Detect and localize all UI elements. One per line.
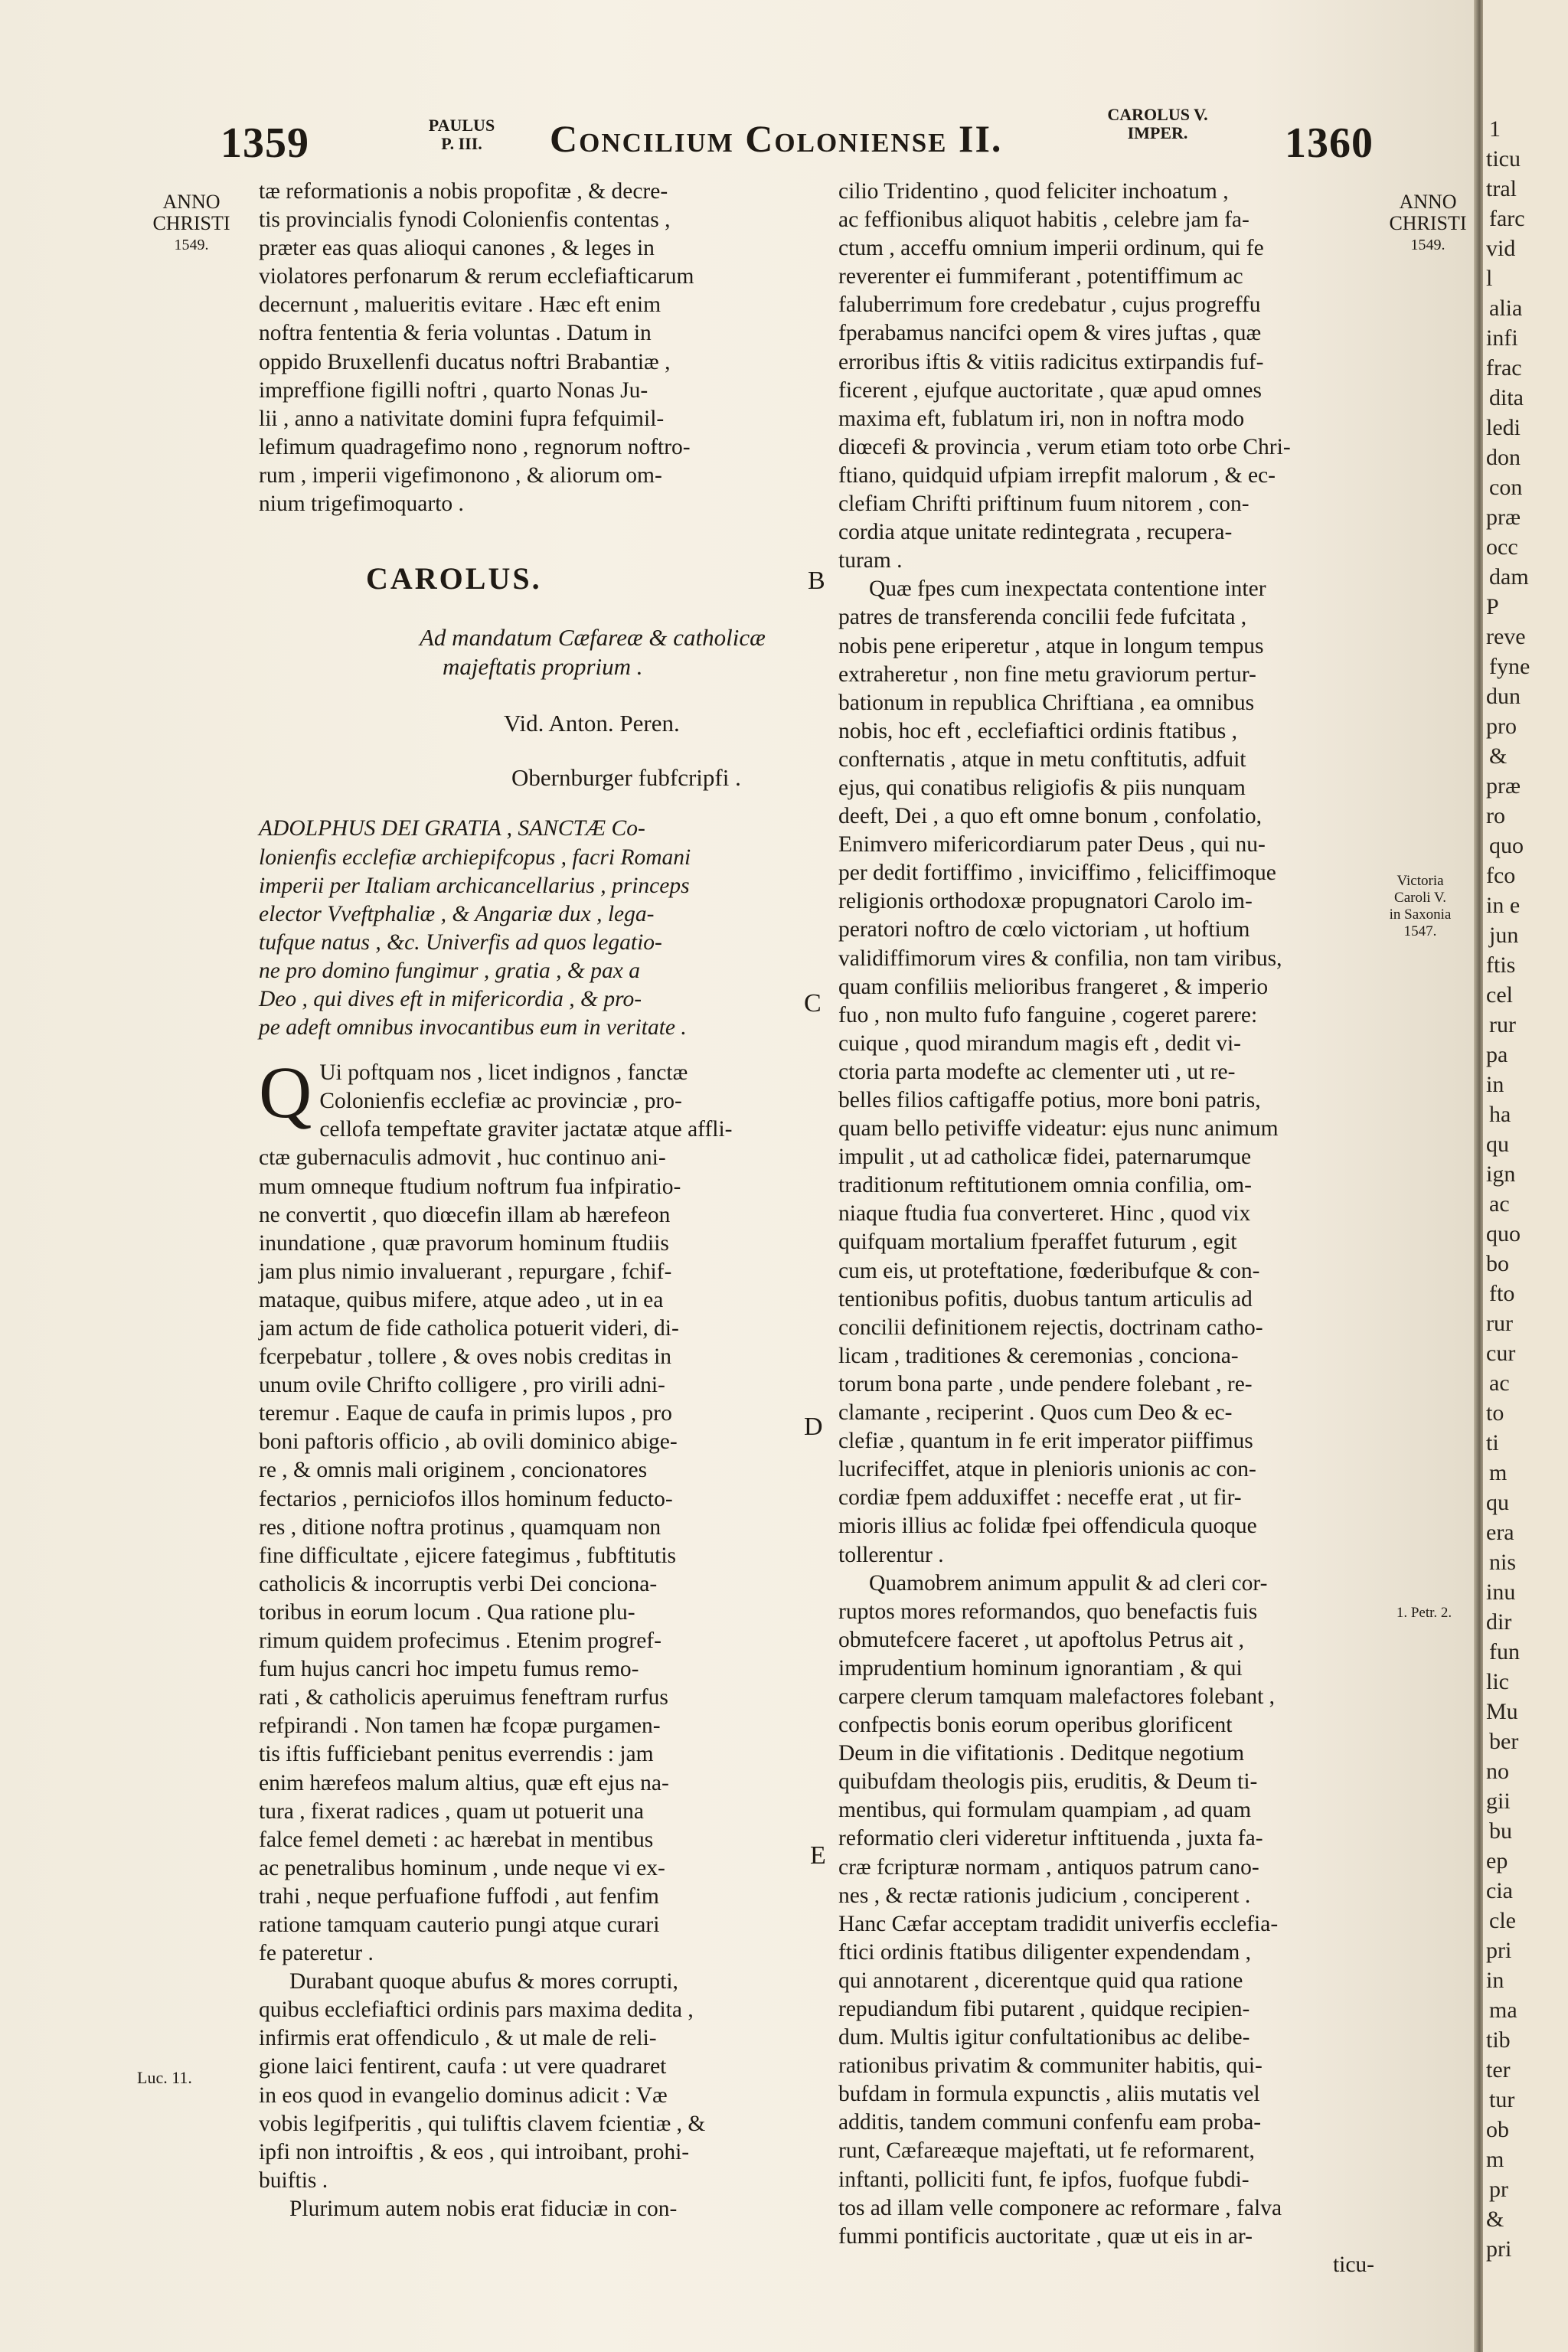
next-page-text-fragment: pri (1486, 1938, 1512, 1963)
next-page-text-fragment: inu (1486, 1579, 1516, 1605)
text-line: tura , fixerat radices , quam ut potuerit una (259, 1798, 644, 1824)
next-page-text-fragment: don (1486, 445, 1521, 470)
mandate-line: majeftatis proprium . (443, 653, 643, 681)
text-line: tis provincialis fynodi Colonienfis contentas , (259, 207, 671, 233)
text-line: ctæ gubernaculis admovit , huc continuo ani- (259, 1145, 666, 1171)
decree-closing-paragraph (259, 178, 795, 518)
text-line: fuo , non multo fufo fanguine , cogeret parere: (838, 1002, 1258, 1027)
next-page-text-fragment: no (1486, 1759, 1509, 1784)
next-page-text-fragment: qu (1486, 1132, 1509, 1157)
text-line: quam bello petiviffe videatur: ejus nunc animum (838, 1116, 1279, 1142)
text-line: deeft, Dei , a quo eft omne bonum , confolatio, (838, 804, 1262, 829)
section-letter-d: D (804, 1413, 823, 1441)
section-letter-b: B (808, 567, 825, 595)
text-line: falce femel demeti : ac hærebat in mentibus (259, 1827, 654, 1852)
text-line: noftra fententia & feria voluntas . Datum in (259, 321, 652, 346)
text-line: gione laici fentirent, caufa : ut vere quadraret (259, 2054, 667, 2079)
text-line: impulit , ut ad catholicæ fidei, paternarumque (838, 1145, 1252, 1170)
durabant-paragraph (259, 1968, 795, 2195)
text-line: rum , imperii vigefimonono , & aliorum om- (259, 462, 662, 488)
text-line: torum bona parte , unde pendere folebant , re- (838, 1371, 1253, 1396)
next-page-text-fragment: vid (1486, 236, 1516, 261)
next-page-text-fragment: ro (1486, 803, 1505, 828)
text-line: imprudentium hominum ignorantiam , & qui (838, 1655, 1243, 1681)
text-line: tentionibus pofitis, duobus tantum articulis ad (838, 1286, 1253, 1312)
text-line: nobis, hoc eft , ecclefiaftici ordinis ftatibus , (838, 718, 1238, 743)
next-page-text-fragment: qu (1486, 1490, 1509, 1515)
text-line: Durabant quoque abufus & mores corrupti, (289, 1969, 678, 1994)
carolus-signature: CAROLUS. (366, 561, 542, 596)
next-page-text-fragment: to (1486, 1400, 1504, 1426)
next-page-text-fragment: ign (1486, 1161, 1516, 1187)
text-line: ne pro domino fungimur , gratia , & pax a (259, 958, 640, 983)
christi-label: CHRISTI (152, 212, 230, 234)
next-page-text-fragment: gii (1486, 1788, 1511, 1814)
book-gutter (1474, 0, 1483, 2352)
text-line: quibus ecclefiaftici ordinis pars maxima dedita , (259, 1998, 694, 2023)
mandate-note (259, 623, 795, 681)
next-page-text-fragment: Mu (1486, 1699, 1518, 1724)
text-line: qui annotarent , dicerentque quid qua ratione (838, 1968, 1243, 1993)
text-line: quibufdam theologis piis, eruditis, & Deum ti- (838, 1769, 1258, 1795)
text-line: cellofa tempeftate graviter jactatæ atque affli- (319, 1117, 733, 1142)
text-line: ac feffionibus aliquot habitis , celebre jam fa- (838, 207, 1250, 233)
next-page-text-fragment: ob (1486, 2117, 1509, 2142)
text-line: cum eis, ut proteftatione, fœderibufque & con- (838, 1258, 1260, 1283)
text-line: rationibus privatim & communiter habitis, qui- (838, 2053, 1263, 2079)
drop-capital: Q (259, 1051, 312, 1134)
next-page-text-fragment: dun (1486, 684, 1521, 709)
text-line: in eos quod in evangelio dominus adicit : Væ (259, 2082, 668, 2108)
text-line: vobis legifperitis , qui tuliftis clavem fcientiæ , & (259, 2111, 706, 2136)
next-page-text-fragment: cur (1486, 1341, 1516, 1366)
text-line: Ui poftquam nos , licet indignos , fanctæ (319, 1060, 688, 1086)
text-line: clefiæ , quantum in fe erit imperator piiffimus (838, 1429, 1253, 1454)
text-line: tos ad illam velle componere ac reformare , falva (838, 2195, 1282, 2220)
next-page-text-fragment: lic (1486, 1669, 1509, 1694)
text-line: ne convertit , quo diœcefin illam ab hærefeon (259, 1202, 671, 1227)
text-line: ftici ordinis ftatibus diligenter expendendam , (838, 1939, 1252, 1965)
victoria-note (1378, 873, 1462, 940)
next-page-text-fragment: ti (1486, 1430, 1499, 1455)
peter-reference: 1. Petr. 2. (1396, 1605, 1452, 1621)
next-page-text-fragment: jun (1489, 923, 1519, 948)
section-letter-c: C (804, 989, 822, 1018)
text-line: buiftis . (259, 2167, 328, 2193)
text-line: præter eas quas alioqui canones , & leges in (259, 236, 655, 261)
qui-paragraph (259, 1051, 795, 1968)
text-line: ftiano, quidquid ufpiam irrepfit malorum , & ec- (838, 462, 1276, 488)
next-page-text-fragment: l (1486, 266, 1493, 291)
next-page-text-fragment: rur (1489, 1012, 1516, 1037)
next-page-text-fragment: m (1486, 2147, 1504, 2172)
text-line: lucrifeciffet, atque in plenioris unionis ac con- (838, 1457, 1256, 1482)
text-line: unum ovile Chrifto colligere , pro virili adni- (259, 1373, 665, 1398)
text-line: mum omneque ftudium noftrum fua infpiratio- (259, 1174, 681, 1199)
text-line: carpere clerum tamquam malefactores folebant , (838, 1684, 1276, 1709)
text-line: teremur . Eaque de caufa in primis lupos , pro (259, 1401, 672, 1426)
text-line: additis, tandem communi confenfu eam proba- (838, 2110, 1262, 2135)
text-line: rimum quidem profecimus . Etenim progref- (259, 1628, 662, 1654)
text-line: boni paftoris officio , ab ovili dominico abige- (259, 1429, 678, 1455)
text-line: bufdam in formula expunctis , aliis mutatis vel (838, 2082, 1260, 2107)
text-line: Colonienfis ecclefiæ ac provinciæ , pro- (319, 1089, 682, 1114)
victoria-note-line: Caroli V. (1394, 890, 1446, 906)
page-title: Concilium Coloniense II. (550, 117, 1003, 160)
next-page-text-fragment: in (1486, 1968, 1504, 1993)
right-column (838, 178, 1374, 2279)
plurimum-line: Plurimum autem nobis erat fiduciæ in con- (289, 2196, 678, 2221)
next-page-text-fragment: alia (1489, 296, 1523, 321)
next-page-text-fragment: con (1489, 475, 1523, 500)
text-line: peratori noftro de cœlo victoriam , ut hoftium (838, 917, 1250, 942)
next-page-text-fragment: fco (1486, 863, 1516, 888)
text-line: ipfi non introiftis , & eos , qui introibant, prohi- (259, 2139, 690, 2164)
text-line: bationum in republica Chriftiana , ea omnibus (838, 690, 1255, 715)
text-line: ratione tamquam cauterio pungi atque curari (259, 1912, 660, 1937)
text-line: confpectis bonis eorum operibus glorificent (838, 1713, 1233, 1738)
next-page-text-fragment: quo (1489, 833, 1524, 858)
next-page-text-fragment: rur (1486, 1311, 1513, 1336)
next-page-text-fragment: & (1489, 743, 1508, 769)
text-line: repudiandum fibi putarent , quidque recipien- (838, 1997, 1250, 2021)
text-line: validiffimorum vires & confilia, non tam viribus, (838, 946, 1282, 971)
text-line: diœcefi & provincia , verum etiam toto orbe Chri- (838, 434, 1291, 459)
next-page-text-fragment: fyne (1489, 654, 1530, 679)
text-line: fummi pontificis auctoritate , quæ ut eis in ar- (838, 2223, 1253, 2249)
next-page-text-fragment: pro (1486, 714, 1517, 739)
next-page-text-fragment: pa (1486, 1042, 1508, 1067)
next-page-text-fragment: in (1486, 1072, 1504, 1097)
text-line: Enimvero mifericordiarum pater Deus , qui nu- (838, 832, 1266, 858)
header-emperor-title: IMPER. (1127, 123, 1188, 142)
text-line: quifquam mortalium fperaffet futurum , egit (838, 1230, 1237, 1255)
next-page-text-fragment: præ (1486, 773, 1521, 799)
text-line: Quamobrem animum appulit & ad cleri cor- (869, 1570, 1268, 1596)
section-letter-e: E (810, 1841, 826, 1870)
header-pope-name: PAULUS (428, 116, 495, 135)
next-page-text-fragment: nis (1489, 1550, 1517, 1575)
text-line: lonienfis ecclefiæ archiepifcopus , facri Romani (259, 844, 691, 870)
text-line: lefimum quadragefimo nono , regnorum noftro- (259, 434, 691, 459)
text-line: decernunt , malueritis evitare . Hæc eft enim (259, 292, 662, 318)
next-page-text-fragment: ac (1489, 1191, 1510, 1217)
page-number-left: 1359 (220, 119, 309, 167)
qui-paragraph-text (259, 1051, 795, 1968)
text-line: nium trigefimoquarto . (259, 492, 464, 517)
next-page-text-fragment: bo (1486, 1251, 1509, 1276)
text-line: ficerent , ejufque auctoritate , quæ apud omnes (838, 377, 1262, 403)
victoria-note-line: 1547. (1403, 923, 1437, 939)
page-number-right: 1360 (1285, 119, 1374, 167)
text-line: traditionum reftitutionem omnia confilia, om- (838, 1173, 1252, 1198)
text-line: lii , anno a nativitate domini fupra fefquimil- (259, 406, 665, 431)
text-line: impreffione figilli noftri , quarto Nonas Ju- (259, 377, 648, 403)
anno-label: ANNO (1399, 191, 1457, 213)
quamobrem-paragraph (838, 1570, 1374, 2251)
text-line: quam confiliis melioribus frangeret , & imperio (838, 974, 1269, 999)
text-line: Hanc Cæfar acceptam tradidit univerfis ecclefia- (838, 1911, 1279, 1936)
next-page-text-fragment: tur (1489, 2087, 1515, 2112)
text-line: fum hujus cancri hoc impetu fumus remo- (259, 1657, 639, 1682)
text-line: runt, Cæfareæque majeftati, ut fe reformarent, (838, 2138, 1255, 2164)
obernburger-signature: Obernburger fubfcripfi . (511, 764, 741, 792)
text-line: fe pateretur . (259, 1941, 374, 1966)
text-line: refpirandi . Non tamen hæ fcopæ purgamen- (259, 1713, 661, 1739)
next-page-fragment (1483, 0, 1568, 2352)
text-line: nobis pene eriperetur , atque in longum tempus (838, 633, 1264, 658)
victoria-note-line: Victoria (1396, 873, 1444, 889)
text-line: patres de transferenda concilii fede fufcitata , (838, 605, 1247, 630)
next-page-text-fragment: ac (1489, 1370, 1510, 1396)
text-line: ruptos mores reformandos, quo benefactis fuis (838, 1599, 1258, 1624)
text-line: ctum , acceffu omnium imperii ordinum, qui fe (838, 236, 1264, 261)
text-line: clefiam Chrifti priftinum fuum nitorem , con- (838, 492, 1250, 517)
text-line: jam actum de fide catholica potuerit videri, di- (259, 1316, 679, 1341)
text-line: pe adeft omnibus invocantibus eum in veritate . (259, 1015, 687, 1040)
text-line: licam , traditiones & ceremonias , conciona- (838, 1343, 1239, 1368)
next-page-text-fragment: ledi (1486, 415, 1521, 440)
text-line: confternatis , atque in metu conftitutis, adfuit (838, 746, 1246, 772)
header-pope-number: P. III. (441, 134, 482, 153)
text-line: Deo , qui dives eft in mifericordia , & pro- (259, 986, 642, 1011)
text-line: rati , & catholicis aperuimus feneftram rurfus (259, 1685, 668, 1710)
header-pope (412, 116, 511, 153)
text-line: cuique , quod mirandum magis eft , dedit vi- (838, 1031, 1241, 1056)
next-page-text-fragment: m (1489, 1460, 1508, 1485)
text-line: enim hærefeos malum altius, quæ eft ejus na- (259, 1770, 669, 1795)
text-line: ac penetralibus hominum , unde neque vi ex- (259, 1855, 665, 1880)
text-line: cilio Tridentino , quod feliciter inchoatum , (838, 179, 1229, 204)
text-line: erroribus iftis & vitiis radicitus extirpandis fuf- (838, 349, 1264, 374)
next-page-text-fragment: occ (1486, 534, 1518, 560)
tridentine-paragraph (838, 178, 1374, 575)
text-line: inundatione , quæ pravorum hominum ftudiis (259, 1230, 669, 1256)
text-line: tis iftis fufficiebant penitus everrendis : jam (259, 1742, 654, 1767)
anno-christi-right (1386, 191, 1470, 256)
next-page-text-fragment: ticu (1486, 146, 1521, 172)
next-page-text-fragment: dir (1486, 1609, 1512, 1635)
text-line: turam . (838, 548, 903, 573)
text-line: Quæ fpes cum inexpectata contentione inter (869, 577, 1266, 602)
next-page-text-fragment: ep (1486, 1848, 1508, 1873)
header-emperor-name: CAROLUS V. (1107, 105, 1208, 124)
next-page-text-fragment: P (1486, 594, 1499, 619)
next-page-text-fragment: & (1486, 2207, 1504, 2232)
text-line: fine difficultate , ejicere fategimus , fubftitutis (259, 1543, 677, 1568)
next-page-text-fragment: frac (1486, 355, 1522, 381)
next-page-text-fragment: era (1486, 1520, 1514, 1545)
next-page-text-fragment: fun (1489, 1639, 1520, 1664)
next-page-text-fragment: infi (1486, 325, 1518, 351)
text-line: reformatio cleri videretur inftituenda , juxta fa- (838, 1826, 1263, 1851)
next-page-text-fragment: tral (1486, 176, 1517, 201)
text-line: res , ditione noftra protinus , quamquam non (259, 1514, 662, 1540)
victoria-note-line: in Saxonia (1389, 906, 1452, 923)
text-line: fperabamus nancifci opem & vires juftas , quæ (838, 321, 1262, 346)
next-page-text-fragment: quo (1486, 1221, 1521, 1246)
header-emperor (1096, 106, 1219, 142)
text-line: niaque ftudia fua converteret. Hinc , quod vix (838, 1201, 1251, 1227)
christi-label: CHRISTI (1389, 212, 1467, 234)
next-page-text-fragment: in e (1486, 893, 1521, 918)
text-line: obmutefcere faceret , ut apoftolus Petrus ait , (838, 1627, 1244, 1652)
text-line: elector Vveftphaliæ , & Angariæ dux , lega- (259, 901, 655, 926)
text-line: reverenter ei fummiferant , potentiffimum ac (838, 264, 1243, 289)
text-line: ADOLPHUS DEI GRATIA , SANCTÆ Co- (259, 816, 645, 841)
text-line: violatores perfonarum & rerum ecclefiafticarum (259, 264, 694, 289)
text-line: extraheretur , non fine metu graviorum pertur- (838, 662, 1256, 687)
next-page-text-fragment: reve (1486, 624, 1526, 649)
text-line: maxima eft, fublatum iri, non in noftra modo (838, 406, 1245, 431)
text-line: concilii definitionem rejectis, doctrinam catho- (838, 1315, 1263, 1340)
text-line: ctoria parta modefte ac clementer uti , ut re- (838, 1059, 1236, 1084)
next-page-text-fragment: bu (1489, 1818, 1512, 1844)
text-line: cordiæ fpem adduxiffet : neceffe erat , ut fir- (838, 1485, 1242, 1511)
next-page-text-fragment: ber (1489, 1729, 1519, 1754)
text-line: inftanti, polliciti funt, fe ipfos, fuofque fubdi- (838, 2167, 1250, 2192)
left-column (259, 178, 795, 2223)
text-line: mioris illius ac folidæ fpei offendicula quoque (838, 1514, 1257, 1539)
catchword: ticu- (1332, 2252, 1374, 2277)
next-page-text-fragment: ma (1489, 1998, 1517, 2023)
next-page-text-fragment: ter (1486, 2057, 1511, 2082)
adolphus-salutation (259, 815, 795, 1042)
anno-christi-left (149, 191, 234, 256)
text-line: jam plus nimio invaluerant , repurgare , fchif- (259, 1259, 672, 1284)
next-page-text-fragment: dita (1489, 385, 1524, 410)
text-line: cræ fcripturæ normam , antiquos patrum cano- (838, 1854, 1259, 1880)
next-page-text-fragment: ftis (1486, 952, 1516, 978)
next-page-text-fragment: fto (1489, 1281, 1515, 1306)
text-line: clamante , reciperint . Quos cum Deo & ec- (838, 1400, 1233, 1426)
next-page-text-fragment: pr (1489, 2177, 1508, 2202)
text-line: tollerentur . (838, 1542, 944, 1567)
text-line: per dedit fortiffimo , inviciffimo , feliciffimoque (838, 861, 1276, 886)
next-page-text-fragment: pri (1486, 2236, 1512, 2262)
vidit-signature: Vid. Anton. Peren. (504, 710, 680, 737)
next-page-text-fragment: tib (1486, 2027, 1511, 2053)
anno-label: ANNO (162, 191, 220, 213)
text-line: Deum in die vifitationis . Deditque negotium (838, 1741, 1245, 1766)
text-line: nes , & rectæ rationis judicium , conciperent . (838, 1883, 1251, 1908)
text-line: trahi , neque perfuafione fuffodi , aut fenfim (259, 1883, 659, 1909)
text-line: religionis orthodoxæ propugnatori Carolo im- (838, 889, 1253, 914)
year-label: 1549. (174, 237, 209, 253)
next-page-text-fragment: cel (1486, 982, 1513, 1008)
next-page-text-fragment: præ (1486, 505, 1521, 530)
text-line: tufque natus , &c. Univerfis ad quos legatio- (259, 929, 662, 955)
text-line: mataque, quibus mifere, atque adeo , ut in ea (259, 1287, 664, 1312)
text-line: infirmis erat offendiculo , & ut male de reli- (259, 2026, 657, 2051)
text-line: imperii per Italiam archicancellarius , princeps (259, 873, 690, 898)
year-label: 1549. (1410, 237, 1446, 253)
mandate-line: Ad mandatum Cæfareæ & catholicæ (420, 624, 766, 652)
text-line: mentibus, qui formulam quampiam , ad quam (838, 1798, 1252, 1823)
text-line: fcerpebatur , tollere , & oves nobis creditas in (259, 1344, 672, 1370)
next-page-text-fragment: 1 (1489, 116, 1501, 142)
text-line: faluberrimum fore credebatur , cujus progreffu (838, 292, 1261, 318)
spes-paragraph (838, 575, 1374, 1569)
text-line: cordia atque unitate redintegrata , recupera- (838, 520, 1233, 545)
text-line: dum. Multis igitur confultationibus ac delibe- (838, 2025, 1250, 2050)
next-page-text-fragment: dam (1489, 564, 1529, 590)
luke-reference: Luc. 11. (137, 2068, 192, 2087)
next-page-text-fragment: cia (1486, 1878, 1513, 1903)
text-line: re , & omnis mali originem , concionatores (259, 1458, 648, 1483)
text-line: ejus, qui conatibus religiofis & piis nunquam (838, 775, 1246, 800)
next-page-text-fragment: ha (1489, 1102, 1511, 1127)
next-page-text-fragment: farc (1489, 206, 1525, 231)
next-page-text-fragment: cle (1489, 1908, 1516, 1933)
text-line: tæ reformationis a nobis propofitæ , & decre- (259, 179, 668, 204)
text-line: fectarios , perniciofos illos hominum feducto- (259, 1486, 673, 1511)
text-line: toribus in eorum locum . Qua ratione plu- (259, 1599, 635, 1625)
text-line: catholicis & incorruptis verbi Dei conciona- (259, 1571, 658, 1596)
text-line: oppido Bruxellenfi ducatus noftri Brabantiæ , (259, 349, 671, 374)
text-line: belles filios caftigaffe potius, more boni patris, (838, 1088, 1261, 1112)
